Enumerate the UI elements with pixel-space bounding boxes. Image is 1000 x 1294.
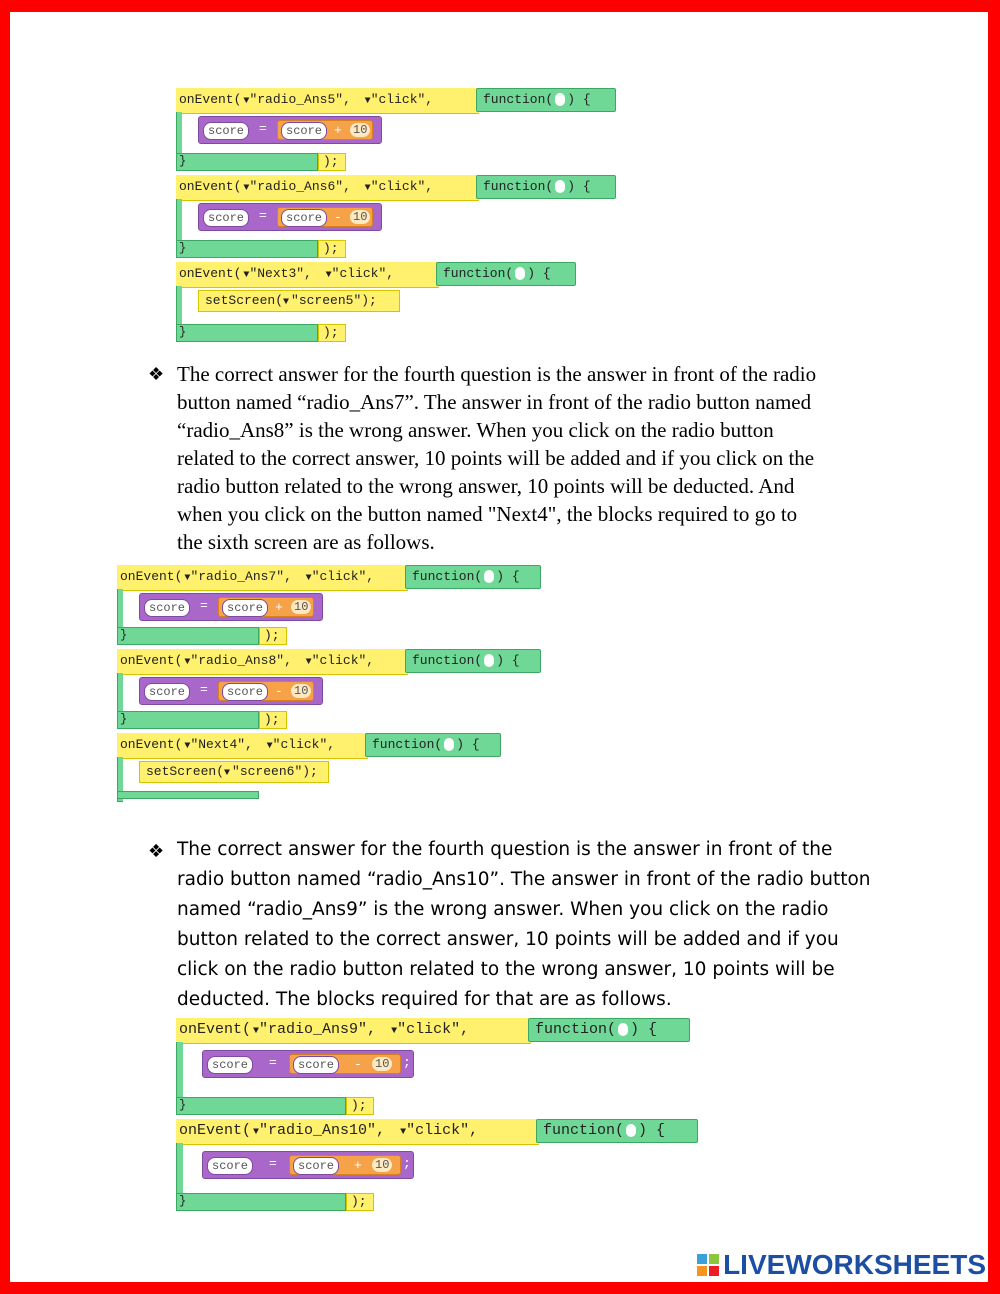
dropdown-arrow-icon: ▼ <box>184 741 191 752</box>
semicolon: ; <box>383 208 391 223</box>
comma: , <box>304 266 320 281</box>
block-footer <box>176 1193 346 1211</box>
dropdown-arrow-icon: ▼ <box>305 573 312 584</box>
score-variable: score <box>144 683 190 701</box>
dropdown-arrow-icon: ▼ <box>364 183 371 194</box>
dropdown-arrow-icon: ▼ <box>253 1026 260 1037</box>
block-footer <box>176 324 318 342</box>
function-block <box>405 649 541 673</box>
code-block-next4 <box>117 733 501 803</box>
screen-string: "screen6" <box>232 764 303 779</box>
event-string: "click" <box>397 1021 461 1038</box>
parameter-slot <box>444 738 454 751</box>
equals-sign: = <box>259 121 267 136</box>
comma: , <box>284 653 300 668</box>
event-string: "click" <box>311 569 367 584</box>
function-keyword: function( <box>483 179 554 194</box>
number-literal: 10 <box>350 210 370 224</box>
equals-sign: = <box>259 208 267 223</box>
semicolon: ; <box>324 682 332 697</box>
score-variable: score <box>203 122 249 140</box>
semicolon: ; <box>383 121 391 136</box>
function-end: ) { <box>527 266 551 281</box>
closing-brace: } <box>179 1194 187 1208</box>
on-event-keyword: onEvent( <box>179 179 242 194</box>
paragraph-line: “radio_Ans8” is the wrong answer. When you click on the radio button <box>177 418 774 442</box>
number-literal: 10 <box>350 123 370 137</box>
closing-brace: } <box>179 325 187 339</box>
close-paren: ); <box>302 764 318 779</box>
on-event-row <box>176 262 439 288</box>
on-event-row <box>117 733 368 759</box>
closing-paren-block: ); <box>346 1097 374 1115</box>
block-footer <box>176 153 318 171</box>
target-string: "radio_Ans8" <box>190 653 285 668</box>
operator: + <box>334 123 342 138</box>
code-blocks-group-1 <box>176 88 636 340</box>
assignment-block <box>202 1151 414 1179</box>
comma: , <box>386 266 395 281</box>
on-event-keyword: onEvent( <box>120 653 183 668</box>
on-event-row <box>176 88 479 114</box>
liveworksheets-logo-icon <box>697 1254 719 1276</box>
function-block <box>436 262 576 286</box>
code-block-radio-ans10 <box>176 1119 698 1215</box>
target-string: "radio_Ans6" <box>249 179 344 194</box>
parameter-slot <box>515 267 525 280</box>
comma: , <box>343 92 359 107</box>
assignment-block <box>198 203 391 231</box>
event-string: "click" <box>272 737 328 752</box>
expression-block <box>218 681 314 701</box>
comma: , <box>425 179 434 194</box>
comma: , <box>366 653 375 668</box>
score-variable: score <box>293 1157 339 1175</box>
closing-paren-block: ); <box>346 1193 374 1211</box>
block-footer <box>117 711 259 729</box>
semicolon: ; <box>403 1055 411 1070</box>
expression-block <box>289 1054 401 1074</box>
expression-block <box>289 1155 401 1175</box>
target-string: "radio_Ans7" <box>190 569 285 584</box>
closing-paren-block: ); <box>318 240 346 258</box>
dropdown-arrow-icon: ▼ <box>364 96 371 107</box>
code-block-radio-ans9 <box>176 1018 690 1119</box>
screen-string: "screen5" <box>291 293 362 308</box>
expression-block <box>277 207 373 227</box>
score-variable: score <box>203 209 249 227</box>
function-keyword: function( <box>443 266 514 281</box>
closing-brace: } <box>120 712 128 726</box>
dropdown-arrow-icon: ▼ <box>400 1127 407 1138</box>
target-string: "radio_Ans5" <box>249 92 344 107</box>
event-string: "click" <box>311 653 367 668</box>
number-literal: 10 <box>372 1158 392 1172</box>
function-end: ) { <box>456 737 480 752</box>
parameter-slot <box>484 570 494 583</box>
parameter-slot <box>484 654 494 667</box>
semicolon: ; <box>403 1156 411 1171</box>
score-variable: score <box>144 599 190 617</box>
block-footer <box>176 240 318 258</box>
paragraph-line: related to the correct answer, 10 points will be added and if you click on the <box>177 446 815 470</box>
function-keyword: function( <box>543 1122 625 1139</box>
function-block <box>405 565 541 589</box>
assignment-block <box>139 593 332 621</box>
event-string: "click" <box>406 1122 470 1139</box>
function-keyword: function( <box>372 737 443 752</box>
paragraph-line: The correct answer for the fourth question is the answer in front of the <box>177 839 833 860</box>
equals-sign: = <box>200 598 208 613</box>
operator: - <box>354 1057 362 1072</box>
dropdown-arrow-icon: ▼ <box>266 741 273 752</box>
paragraph-line: deducted. The blocks required for that are as follows. <box>177 989 672 1010</box>
on-event-keyword: onEvent( <box>179 92 242 107</box>
dropdown-arrow-icon: ▼ <box>243 270 250 281</box>
score-variable: score <box>222 683 268 701</box>
parameter-slot <box>618 1023 628 1036</box>
paragraph-line: when you click on the button named "Next4", the blocks required to go to <box>177 502 798 526</box>
comma: , <box>245 737 261 752</box>
dropdown-arrow-icon: ▼ <box>243 183 250 194</box>
number-literal: 10 <box>372 1057 392 1071</box>
closing-brace: } <box>179 1098 187 1112</box>
function-end: ) { <box>567 92 591 107</box>
closing-paren-block: ); <box>259 627 287 645</box>
on-event-row <box>176 175 479 201</box>
function-end: ) { <box>630 1021 658 1038</box>
comma: , <box>327 737 336 752</box>
code-block-radio-ans6 <box>176 175 616 262</box>
score-variable: score <box>222 599 268 617</box>
target-string: "radio_Ans9" <box>259 1021 368 1038</box>
paragraph-line: click on the radio button related to the wrong answer, 10 points will be <box>177 959 835 980</box>
assignment-block <box>202 1050 414 1078</box>
on-event-row <box>117 649 408 675</box>
closing-paren-block: ); <box>259 711 287 729</box>
function-keyword: function( <box>483 92 554 107</box>
set-screen-block <box>139 761 329 783</box>
bullet-icon: ❖ <box>148 841 165 862</box>
operator: - <box>334 210 342 225</box>
set-screen-keyword: setScreen( <box>146 764 225 779</box>
code-block-radio-ans8 <box>117 649 541 733</box>
brand-logo <box>697 1250 986 1280</box>
equals-sign: = <box>269 1156 277 1171</box>
paragraph-line: button related to the correct answer, 10 points will be added and if you <box>177 929 839 950</box>
score-variable: score <box>281 122 327 140</box>
comma: , <box>343 179 359 194</box>
score-variable: score <box>281 209 327 227</box>
on-event-keyword: onEvent( <box>120 569 183 584</box>
paragraph-line: the sixth screen are as follows. <box>177 530 435 554</box>
comma: , <box>376 1122 395 1139</box>
on-event-row <box>176 1018 531 1044</box>
set-screen-keyword: setScreen( <box>205 293 284 308</box>
code-block-radio-ans5 <box>176 88 616 175</box>
assignment-block <box>198 116 391 144</box>
paragraph-line: radio button related to the wrong answer, 10 points will be deducted. And <box>177 474 795 498</box>
event-string: "click" <box>370 92 426 107</box>
target-string: "Next3" <box>249 266 305 281</box>
event-string: "click" <box>331 266 387 281</box>
brand-name: LIVEWORKSHEETS <box>723 1249 986 1280</box>
semicolon: ; <box>324 598 332 613</box>
function-block <box>528 1018 690 1042</box>
function-keyword: function( <box>412 653 483 668</box>
on-event-row <box>176 1119 539 1145</box>
function-keyword: function( <box>535 1021 617 1038</box>
comma: , <box>469 1122 479 1139</box>
expression-block <box>277 120 373 140</box>
dropdown-arrow-icon: ▼ <box>391 1026 398 1037</box>
target-string: "radio_Ans10" <box>259 1122 377 1139</box>
event-string: "click" <box>370 179 426 194</box>
dropdown-arrow-icon: ▼ <box>184 573 191 584</box>
function-block <box>365 733 501 757</box>
function-end: ) { <box>638 1122 666 1139</box>
function-end: ) { <box>567 179 591 194</box>
dropdown-arrow-icon: ▼ <box>283 297 290 308</box>
dropdown-arrow-icon: ▼ <box>224 768 231 779</box>
code-block-next3 <box>176 262 576 346</box>
on-event-keyword: onEvent( <box>179 1021 252 1038</box>
operator: + <box>275 600 283 615</box>
dropdown-arrow-icon: ▼ <box>305 657 312 668</box>
closing-brace: } <box>120 628 128 642</box>
target-string: "Next4" <box>190 737 246 752</box>
comma: , <box>460 1021 470 1038</box>
equals-sign: = <box>269 1055 277 1070</box>
block-footer <box>117 627 259 645</box>
comma: , <box>284 569 300 584</box>
function-end: ) { <box>496 569 520 584</box>
on-event-keyword: onEvent( <box>179 1122 252 1139</box>
parameter-slot <box>626 1124 636 1137</box>
comma: , <box>367 1021 386 1038</box>
closing-brace: } <box>179 154 187 168</box>
function-block <box>536 1119 698 1143</box>
code-blocks-group-2 <box>117 565 557 787</box>
dropdown-arrow-icon: ▼ <box>184 657 191 668</box>
parameter-slot <box>555 93 565 106</box>
paragraph-line: named “radio_Ans9” is the wrong answer. When you click on the radio <box>177 899 829 920</box>
bullet-icon: ❖ <box>148 364 165 384</box>
comma: , <box>425 92 434 107</box>
dropdown-arrow-icon: ▼ <box>253 1127 260 1138</box>
code-block-radio-ans7 <box>117 565 541 649</box>
score-variable: score <box>207 1157 253 1175</box>
function-keyword: function( <box>412 569 483 584</box>
closing-brace: } <box>179 241 187 255</box>
closing-paren-block: ); <box>318 324 346 342</box>
block-footer <box>117 791 259 799</box>
assignment-block <box>139 677 332 705</box>
set-screen-block <box>198 290 400 312</box>
function-block <box>476 175 616 199</box>
close-paren: ); <box>361 293 377 308</box>
paragraph-line: radio button named “radio_Ans10”. The answer in front of the radio button <box>177 869 871 890</box>
on-event-keyword: onEvent( <box>179 266 242 281</box>
closing-paren-block: ); <box>318 153 346 171</box>
on-event-keyword: onEvent( <box>120 737 183 752</box>
operator: + <box>354 1158 362 1173</box>
number-literal: 10 <box>291 684 311 698</box>
code-blocks-group-3 <box>176 1018 716 1210</box>
block-footer <box>176 1097 346 1115</box>
comma: , <box>366 569 375 584</box>
paragraph-line: The correct answer for the fourth question is the answer in front of the radio <box>177 362 817 386</box>
function-end: ) { <box>496 653 520 668</box>
score-variable: score <box>207 1056 253 1074</box>
score-variable: score <box>293 1056 339 1074</box>
paragraph-line: button named “radio_Ans7”. The answer in front of the radio button named <box>177 390 812 414</box>
number-literal: 10 <box>291 600 311 614</box>
expression-block <box>218 597 314 617</box>
operator: - <box>275 684 283 699</box>
parameter-slot <box>555 180 565 193</box>
on-event-row <box>117 565 408 591</box>
equals-sign: = <box>200 682 208 697</box>
block-stem <box>176 1042 183 1101</box>
function-block <box>476 88 616 112</box>
dropdown-arrow-icon: ▼ <box>243 96 250 107</box>
dropdown-arrow-icon: ▼ <box>325 270 332 281</box>
